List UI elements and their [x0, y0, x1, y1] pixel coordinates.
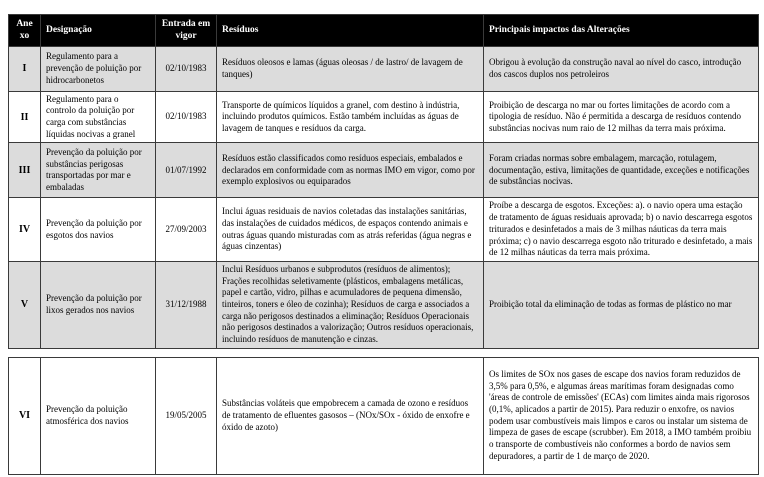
annex-number: IV: [9, 198, 41, 261]
residues-cell: Resíduos estão classificados como resíduos especiais, embalados e declarados em conformidade com as normas IMO em vigor, como por exemplo explosivos ou equiparados: [217, 143, 484, 198]
impacts-cell: Os limites de SOx nos gases de escape dos navios foram reduzidos de 3,5% para 0,5%, e algumas áreas marítimas foram designadas como 'áreas de controle de emissões' (ECAs) com limites ainda mais rigorosos (0,1%, aplicados a partir de 2015). Para reduzir o enxofre, os navios podem usar combustíveis mais limpos e caros ou instalar um sistema de limpeza de gases de escape (scrubber). Em 2018, a IMO também proibiu o transporte de combustíveis não conformes a bordo de navios sem depuradores, a partir de 1 de março de 2020.: [484, 357, 759, 474]
table-row-annex-v: [9, 261, 759, 348]
table-row-annex-ii: [9, 91, 759, 143]
entry-into-force-cell: 27/09/2003: [156, 198, 217, 261]
annex-number: III: [9, 143, 41, 198]
residues-cell: Substâncias voláteis que empobrecem a camada de ozono e resíduos de tratamento de efluentes gasosos – (NOx/SOx - óxido de enxofre e óxido de azoto): [217, 357, 484, 474]
column-header-designacao: Designação: [41, 15, 156, 47]
designation-cell: Prevenção da poluição por lixos gerados nos navios: [41, 261, 156, 348]
entry-into-force-cell: 31/12/1988: [156, 261, 217, 348]
annex-number: VI: [9, 357, 41, 474]
residues-cell: Inclui Resíduos urbanos e subprodutos (resíduos de alimentos); Frações recolhidas seletivamente (plásticos, embalagens metálicas, papel e cartão, vidro, pilhas e acumuladores de pequena dimensão, tinteiros, toners e óleo de cozinha); Resíduos de carga e associados a carga não perigosos destinados a eliminação; Resíduos Operacionais não perigosos destinados a valorização; Outros resíduos operacionais, incluindo resíduos de manutenção e cinzas.: [217, 261, 484, 348]
designation-cell: Prevenção da poluição por substâncias perigosas transportadas por mar e embaladas: [41, 143, 156, 198]
column-header-anexo: Anexo: [9, 15, 41, 47]
impacts-cell: Foram criadas normas sobre embalagem, marcação, rotulagem, documentação, estiva, limitações de quantidade, exceções e notificações de substâncias nocivas.: [484, 143, 759, 198]
column-header-entrada-em-vigor: Entrada em vigor: [156, 15, 217, 47]
marpol-annex-table-continued: [8, 357, 759, 475]
designation-cell: Regulamento para a prevenção de poluição por hidrocarbonetos: [41, 46, 156, 91]
table-row-annex-iv: [9, 198, 759, 261]
column-header-principais-impactos: Principais impactos das Alterações: [484, 15, 759, 47]
marpol-annex-table: [8, 14, 759, 349]
table-header-row: [9, 15, 759, 47]
column-header-residuos: Resíduos: [217, 15, 484, 47]
impacts-cell: Proibição total da eliminação de todas as formas de plástico no mar: [484, 261, 759, 348]
designation-cell: Prevenção da poluição por esgotos dos navios: [41, 198, 156, 261]
residues-cell: Resíduos oleosos e lamas (águas oleosas / de lastro/ de lavagem de tanques): [217, 46, 484, 91]
entry-into-force-cell: 02/10/1983: [156, 46, 217, 91]
designation-cell: Prevenção da poluição atmosférica dos navios: [41, 357, 156, 474]
entry-into-force-cell: 02/10/1983: [156, 91, 217, 143]
table-row-annex-i: [9, 46, 759, 91]
residues-cell: Inclui águas residuais de navios coletadas das instalações sanitárias, das instalações de cuidados médicos, de espaços contendo animais e outras águas quando misturadas com as atrás referidas (água negras e águas cinzentas): [217, 198, 484, 261]
table-row-annex-iii: [9, 143, 759, 198]
residues-cell: Transporte de químicos líquidos a granel, com destino à indústria, incluindo produtos químicos. Estão também incluídas as águas de lavagem de tanques e resíduos da carga.: [217, 91, 484, 143]
annex-number: I: [9, 46, 41, 91]
table-row-annex-vi: [9, 357, 759, 474]
annex-number: II: [9, 91, 41, 143]
annex-number: V: [9, 261, 41, 348]
entry-into-force-cell: 01/07/1992: [156, 143, 217, 198]
impacts-cell: Proibição de descarga no mar ou fortes limitações de acordo com a tipologia de resíduo. Não é permitida a descarga de resíduos contendo substâncias nocivas num raio de 12 milhas da terra mais próxima.: [484, 91, 759, 143]
impacts-cell: Obrigou à evolução da construção naval ao nível do casco, introdução dos cascos duplos nos petroleiros: [484, 46, 759, 91]
impacts-cell: Proíbe a descarga de esgotos. Exceções: a). o navio opera uma estação de tratamento de águas residuais aprovada; b) o navio descarrega esgotos triturados e desinfetados a mais de 3 milhas náuticas da terra mais próxima; c) o navio descarrega esgoto não triturado e desinfetado, a mais de 12 milhas náuticas da terra mais próxima.: [484, 198, 759, 261]
entry-into-force-cell: 19/05/2005: [156, 357, 217, 474]
designation-cell: Regulamento para o controlo da poluição por carga com substâncias líquidas nocivas a granel: [41, 91, 156, 143]
